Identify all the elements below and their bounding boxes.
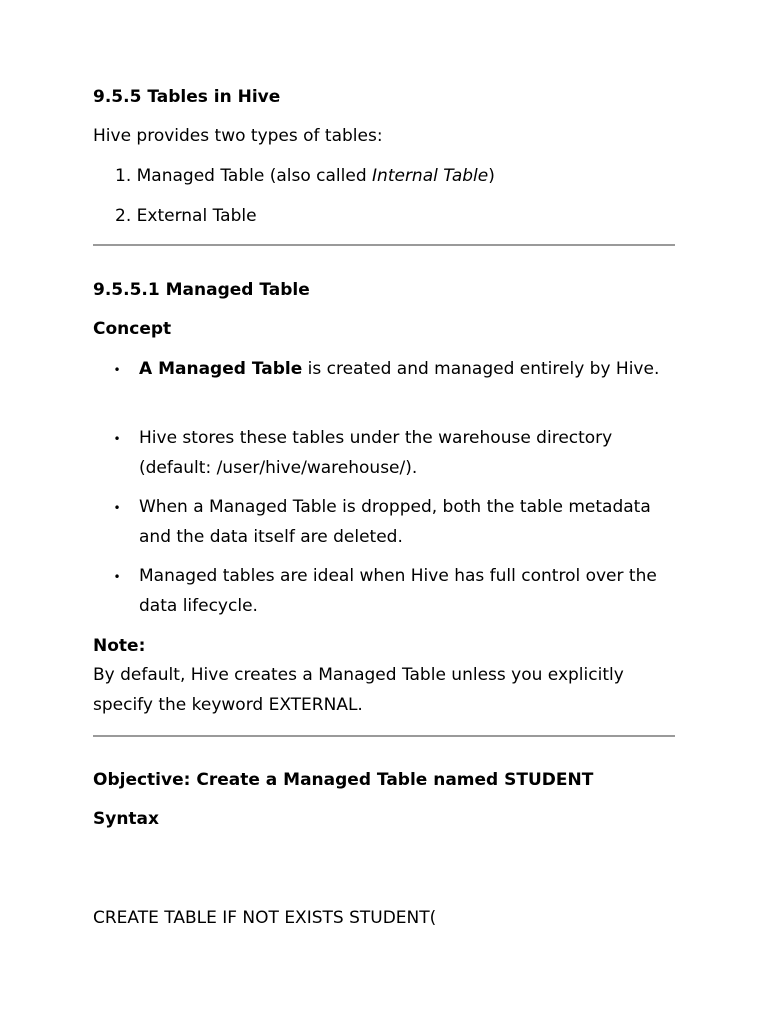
list-item-managed-table [115, 166, 495, 186]
list-item-text: External Table [136, 206, 257, 226]
bullet-text: is created and managed entirely by Hive. [302, 359, 660, 379]
horizontal-rule [93, 244, 675, 246]
note-label: Note: [93, 636, 146, 656]
code-line: CREATE TABLE IF NOT EXISTS STUDENT( [93, 908, 437, 928]
intro-text: Hive provides two types of tables: [93, 126, 383, 146]
concept-bullet-2: Hive stores these tables under the warehouse directory (default: /user/hive/warehouse/). [139, 428, 613, 478]
horizontal-rule [93, 735, 675, 737]
note-text: By default, Hive creates a Managed Table unless you explicitly specify the keyword EXTERNAL. [93, 665, 624, 715]
bullet-bold-term: A Managed Table [139, 359, 303, 379]
bullet-icon: • [113, 363, 121, 377]
italic-term: Internal Table [372, 166, 489, 186]
list-item-text-end: ) [488, 166, 495, 186]
concept-bullet-4: Managed tables are ideal when Hive has full control over the data lifecycle. [139, 566, 657, 616]
bullet-icon: • [113, 570, 121, 584]
objective-heading: Objective: Create a Managed Table named STUDENT [93, 770, 594, 790]
concept-bullet-1 [139, 354, 669, 384]
list-item-external-table [115, 206, 257, 226]
section-heading: 9.5.5 Tables in Hive [93, 87, 281, 107]
subsection-heading: 9.5.5.1 Managed Table [93, 280, 310, 300]
concept-bullet-3: When a Managed Table is dropped, both the table metadata and the data itself are deleted. [139, 497, 651, 547]
bullet-icon: • [113, 432, 121, 446]
list-marker: 1. [115, 166, 132, 186]
list-item-text: Managed Table (also called [136, 166, 373, 186]
list-marker: 2. [115, 206, 132, 226]
syntax-heading: Syntax [93, 809, 159, 829]
bullet-icon: • [113, 501, 121, 515]
concept-heading: Concept [93, 319, 172, 339]
